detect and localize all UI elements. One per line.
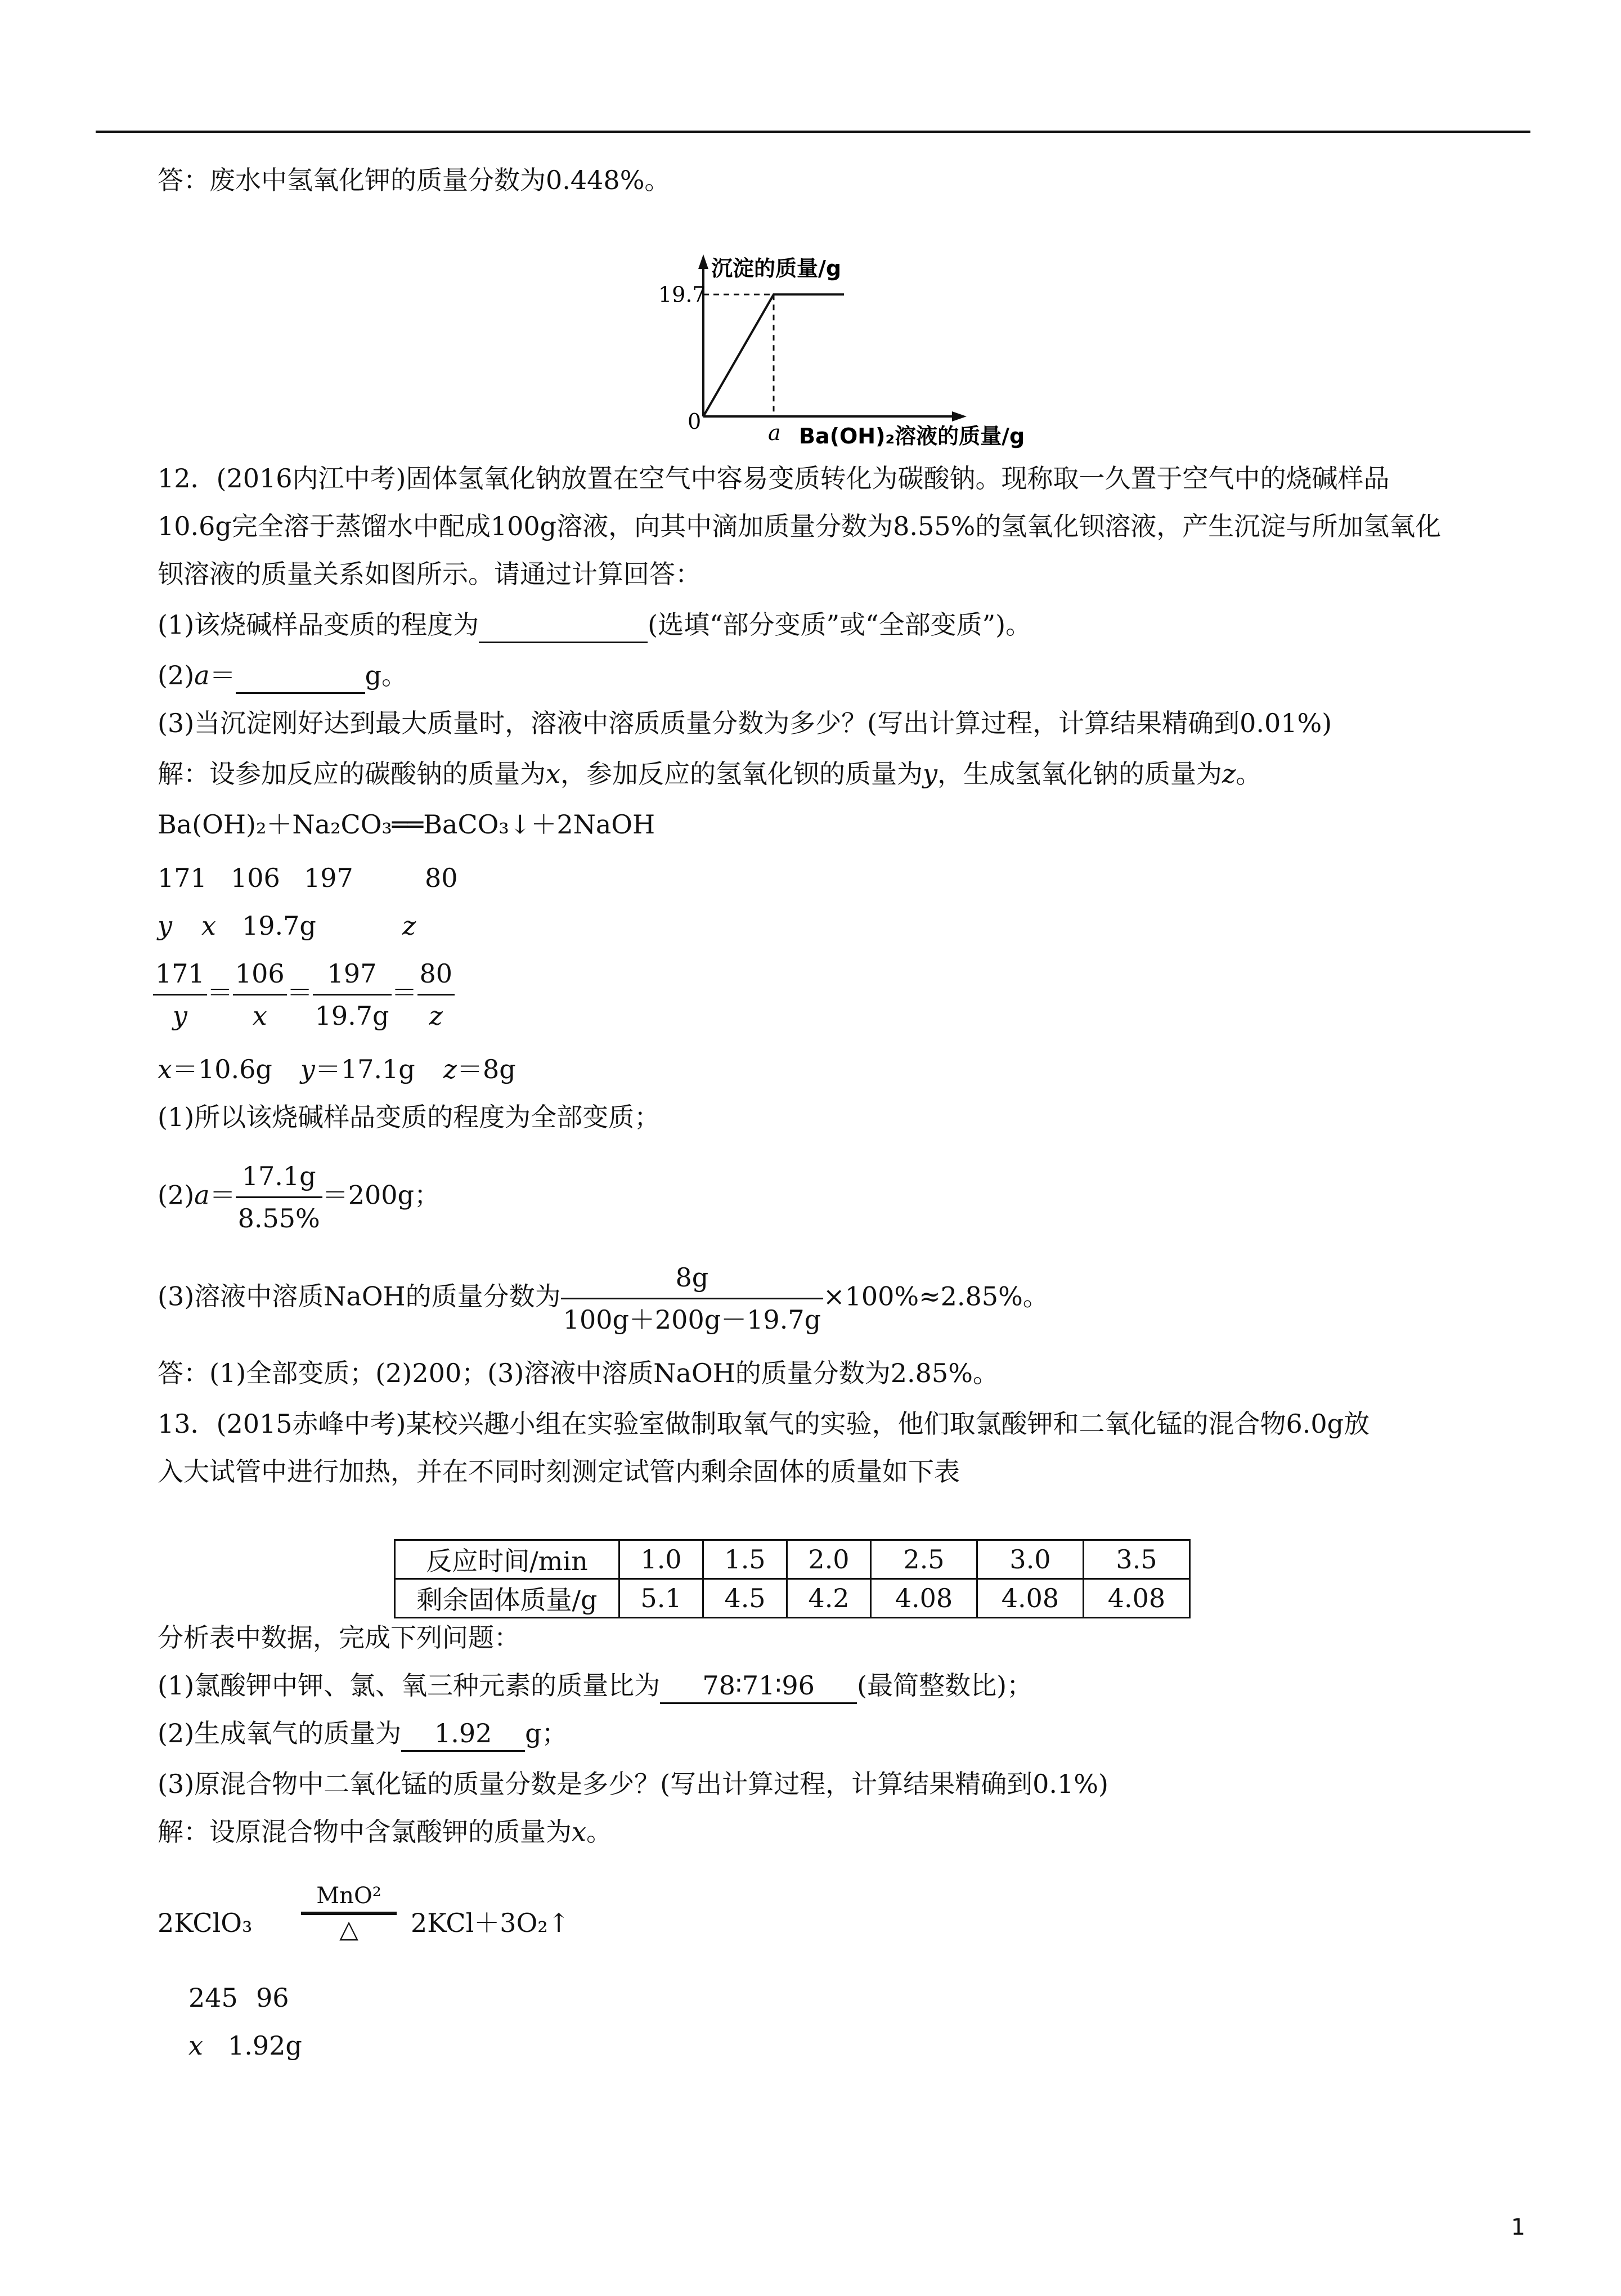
q12-masses: [158, 861, 495, 895]
q12-part-1-hint: (选填“部分变质”或“全部变质”)。: [648, 609, 1032, 640]
mass-kclo3: 245: [188, 1983, 238, 2013]
unknown-x: x: [201, 911, 216, 941]
q13-unknowns: [188, 2029, 470, 2062]
frac-4: [417, 957, 455, 1033]
unknown-precipitate: 19.7g: [242, 911, 316, 941]
q12-eq: ＝: [209, 660, 236, 690]
q12-stem-3: 钡溶液的质量关系如图所示。请通过计算回答：: [158, 559, 701, 589]
table-row: [395, 1579, 1190, 1618]
r3-den: 100g＋200g－19.7g: [563, 1304, 821, 1335]
q12-result-3: [158, 1261, 1049, 1337]
frac-2-den: x: [252, 1001, 267, 1031]
q13-part-1-hint: (最简整数比)；: [857, 1670, 1033, 1701]
r2-var-a: a: [194, 1180, 210, 1210]
table-cell: 4.2: [787, 1579, 871, 1618]
frac-4-num: 80: [417, 957, 455, 995]
q13-unknown-o2: 1.92g: [228, 2030, 302, 2061]
frac-3-den: 19.7g: [315, 1001, 389, 1031]
table-cell: 4.08: [1084, 1579, 1190, 1618]
table-cell: 1.0: [619, 1540, 703, 1579]
table-cell: 1.5: [703, 1540, 787, 1579]
mass-baco3: 197: [304, 863, 353, 893]
q13-masses: [188, 1981, 470, 2015]
q12-blank-2[interactable]: [236, 658, 365, 694]
sol-var-z: z: [1222, 759, 1236, 789]
y-axis-arrow: [698, 254, 708, 269]
result-x-var: x: [158, 1054, 172, 1084]
frac-2-num: 106: [233, 957, 287, 995]
r2-num: 17.1g: [236, 1159, 322, 1198]
q12-result-2: [158, 1159, 440, 1235]
q12-unknowns: [158, 909, 495, 943]
q13-analyze: 分析表中数据，完成下列问题：: [158, 1622, 520, 1653]
q13-part-2-unit: g；: [525, 1718, 568, 1748]
q13-stem-2: 入大试管中进行加热，并在不同时刻测定试管内剩余固体的质量如下表: [158, 1456, 960, 1487]
r3-num: 8g: [561, 1261, 823, 1299]
frac-1-den: y: [172, 1001, 187, 1031]
table-cell: 4.5: [703, 1579, 787, 1618]
sol-var-x: x: [546, 759, 560, 789]
r3-frac: [561, 1261, 823, 1337]
unknown-z: z: [402, 911, 416, 941]
r2-eq: ＝: [209, 1180, 236, 1210]
precipitate-chart: [636, 248, 1086, 450]
q13-part-1-text: (1)氯酸钾中钾、氯、氧三种元素的质量比为: [158, 1670, 661, 1701]
mass-naoh: 80: [425, 863, 458, 893]
q13-sol-var-x: x: [572, 1817, 586, 1847]
frac-1: [153, 957, 207, 1033]
x-axis-arrow: [952, 411, 967, 421]
q12-stem-2: 10.6g完全溶于蒸馏水中配成100g溶液，向其中滴加质量分数为8.55%的氢氧化钡溶液，产生沉淀与所加氢氧化: [158, 511, 1442, 541]
table-cell: 3.5: [1084, 1540, 1190, 1579]
r3-post: ×100%≈2.85%。: [823, 1281, 1049, 1312]
result-y-var: y: [300, 1054, 315, 1084]
q13-answer-ratio[interactable]: 78∶71∶96: [660, 1669, 857, 1704]
q12-blank-1[interactable]: [479, 608, 648, 643]
q12-proportion: [153, 957, 455, 1033]
page-number: 1: [1511, 2214, 1525, 2240]
result-x-val: ＝10.6g: [172, 1054, 272, 1084]
result-z-var: z: [443, 1054, 457, 1084]
r2-den: 8.55%: [237, 1203, 320, 1234]
frac-4-den: z: [429, 1001, 443, 1031]
eq-reactant: 2KClO₃: [158, 1908, 253, 1938]
header-rule: [96, 131, 1530, 133]
q13-stem-1: 13．(2015赤峰中考)某校兴趣小组在实验室做制取氧气的实验，他们取氯酸钾和二氧化锰的混合物6.0g放: [158, 1409, 1370, 1439]
q12-result-1: (1)所以该烧碱样品变质的程度为全部变质；: [158, 1102, 661, 1132]
r3-pre: (3)溶液中溶质NaOH的质量分数为: [158, 1281, 561, 1312]
table-cell: 4.08: [871, 1579, 977, 1618]
table-header-mass: 剩余固体质量/g: [395, 1579, 619, 1618]
mass-o2: 96: [256, 1983, 289, 2013]
q12-results: [158, 1052, 516, 1086]
table-cell: 2.0: [787, 1540, 871, 1579]
heat-icon: △: [339, 1915, 358, 1944]
frac-3-num: 197: [313, 957, 392, 995]
sol-text-d: 。: [1236, 759, 1262, 789]
y-tick-label: 19.7: [658, 282, 706, 307]
x-axis-label: Ba(OH)₂溶液的质量/g: [799, 424, 1025, 449]
q12-stem-1: 12．(2016内江中考)固体氢氧化钠放置在空气中容易变质转化为碳酸钠。现称取一久置于空气中的烧碱样品: [158, 463, 1390, 494]
r2-post: ＝200g；: [322, 1180, 440, 1210]
unknown-y: y: [158, 911, 172, 941]
sol-text-c: ，生成氢氧化钠的质量为: [937, 759, 1222, 789]
q12-part-1: [158, 608, 1031, 643]
q13-part-3: (3)原混合物中二氧化锰的质量分数是多少？(写出计算过程，计算结果精确到0.1%): [158, 1769, 1108, 1799]
frac-2: [233, 957, 287, 1033]
q13-part-2-text: (2)生成氧气的质量为: [158, 1718, 402, 1748]
q13-unknown-x: x: [188, 2030, 203, 2061]
q13-answer-oxygen[interactable]: 1.92: [401, 1716, 525, 1752]
q13-part-2: [158, 1716, 568, 1752]
q12-part-2-num: (2): [158, 660, 195, 690]
table-cell: 3.0: [977, 1540, 1084, 1579]
table-row: [395, 1540, 1190, 1579]
frac-3: [313, 957, 392, 1033]
q12-part-3: (3)当沉淀刚好达到最大质量时，溶液中溶质质量分数为多少？(写出计算过程，计算结果精确到0.01%): [158, 708, 1332, 738]
q13-part-1: [158, 1669, 1032, 1704]
table-cell: 5.1: [619, 1579, 703, 1618]
q13-solution-intro: [158, 1815, 612, 1849]
sol-text-b: ，参加反应的氢氧化钡的质量为: [560, 759, 923, 789]
r2-pre: (2): [158, 1180, 195, 1210]
sol-text-a: 解：设参加反应的碳酸钠的质量为: [158, 759, 546, 789]
eq-sign-2: ＝: [286, 977, 313, 1008]
result-y-val: ＝17.1g: [315, 1054, 415, 1084]
q13-sol-text-b: 。: [586, 1817, 612, 1847]
q12-solution-intro: [158, 757, 1261, 791]
result-z-val: ＝8g: [456, 1054, 516, 1084]
table-cell: 4.08: [977, 1579, 1084, 1618]
q12-var-a: a: [194, 660, 210, 690]
origin-label: 0: [688, 409, 702, 434]
q13-sol-text-a: 解：设原混合物中含氯酸钾的质量为: [158, 1817, 572, 1847]
table-header-time: 反应时间/min: [395, 1540, 619, 1579]
sol-var-y: y: [922, 759, 937, 789]
r2-frac: [236, 1159, 322, 1235]
mass-baoh2: 171: [158, 863, 207, 893]
eq-sign-3: ＝: [391, 977, 417, 1008]
q12-unit: g。: [365, 660, 408, 690]
q12-part-1-text: (1)该烧碱样品变质的程度为: [158, 609, 479, 640]
mass-na2co3: 106: [231, 863, 280, 893]
eq-products: 2KCl＋3O₂↑: [411, 1908, 570, 1938]
q12-equation: Ba(OH)₂＋Na₂CO₃══BaCO₃↓＋2NaOH: [158, 809, 655, 840]
q13-data-table: [394, 1539, 1191, 1618]
table-cell: 2.5: [871, 1540, 977, 1579]
q12-part-2: [158, 658, 407, 694]
eq-sign-1: ＝: [206, 977, 233, 1008]
q11-answer: 答：废水中氢氧化钾的质量分数为0.448%。: [158, 165, 671, 195]
eq-catalyst: MnO²: [316, 1883, 381, 1909]
x-tick-label: a: [768, 420, 781, 445]
y-axis-label: 沉淀的质量/g: [711, 256, 842, 281]
q12-answer: 答：(1)全部变质；(2)200；(3)溶液中溶质NaOH的质量分数为2.85%。: [158, 1358, 999, 1388]
frac-1-num: 171: [153, 957, 207, 995]
